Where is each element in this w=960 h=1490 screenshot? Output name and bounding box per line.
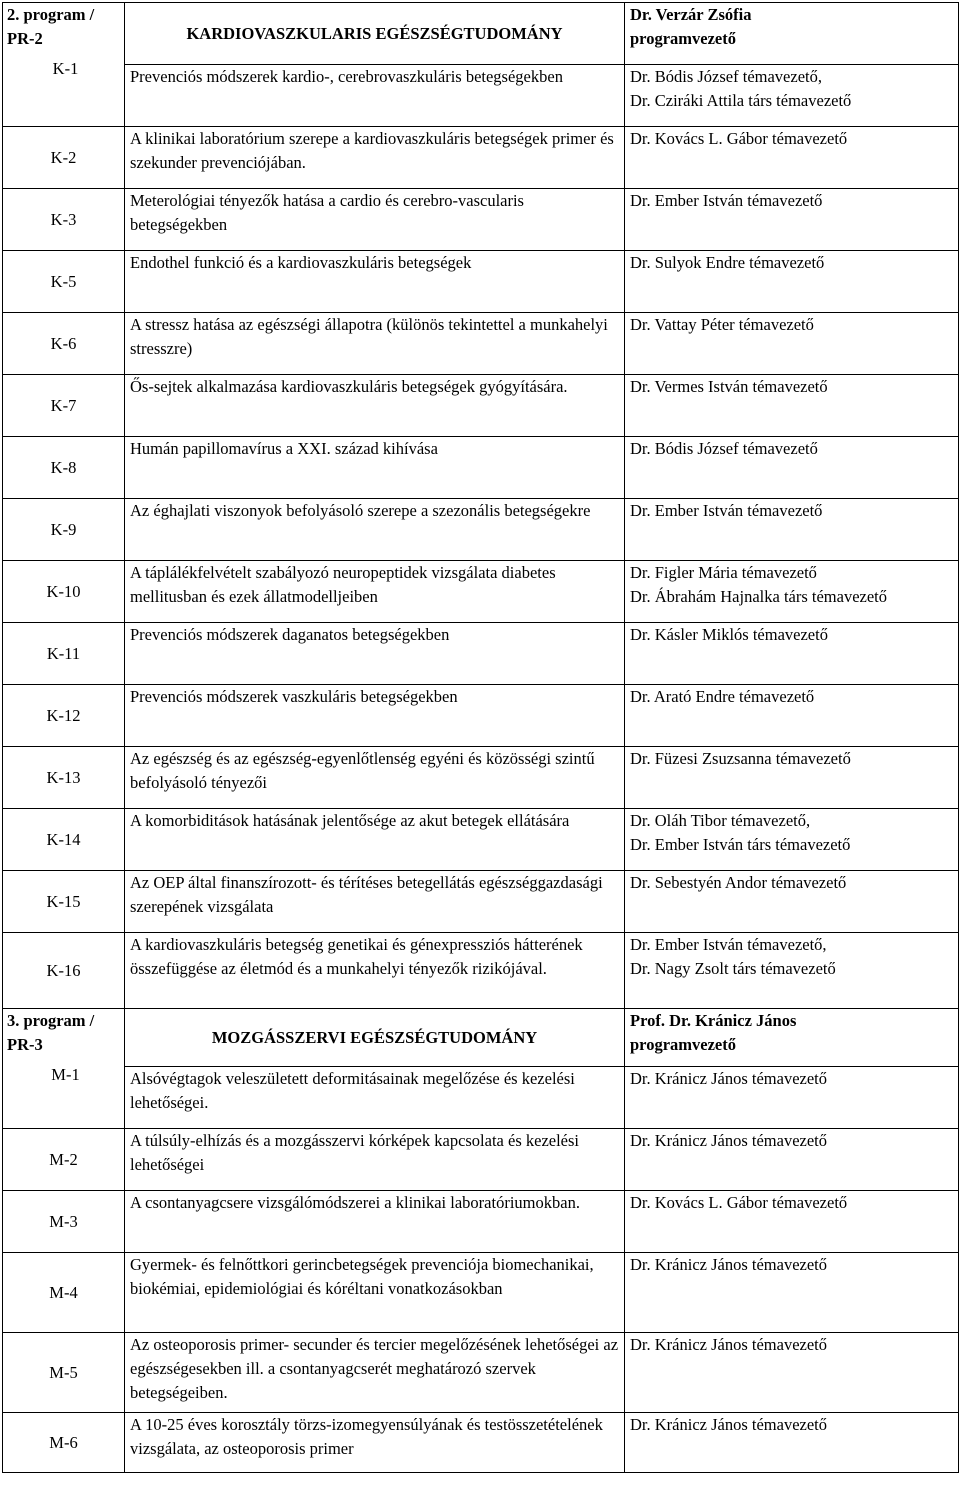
topic-table — [2, 2, 959, 1473]
advisor-line: Dr. Ember István témavezető — [630, 191, 823, 210]
topic-title: Humán papillomavírus a XXI. század kihívása — [125, 437, 625, 499]
advisor-line: Dr. Sebestyén Andor témavezető — [630, 873, 847, 892]
advisor-line: Dr. Kovács L. Gábor témavezető — [630, 129, 848, 148]
table-row — [3, 375, 959, 437]
program-code-cell — [3, 3, 125, 127]
advisor-cell — [625, 809, 959, 871]
table-row — [3, 127, 959, 189]
topic-title: A klinikai laboratórium szerepe a kardiovaszkuláris betegségek primer és szekunder prevenciójában. — [125, 127, 625, 189]
advisor-line: Dr. Vattay Péter témavezető — [630, 315, 814, 334]
table-row — [3, 1253, 959, 1333]
program-code-cell — [3, 1009, 125, 1129]
advisor-line: Dr. Kránicz János témavezető — [630, 1335, 828, 1354]
table-row — [3, 251, 959, 313]
advisor-cell — [625, 685, 959, 747]
program-header-row — [3, 3, 959, 65]
topic-code: K-8 — [3, 437, 125, 499]
program-leader-role: programvezető — [630, 1035, 736, 1054]
advisor-line: Dr. Kránicz János témavezető — [630, 1415, 828, 1434]
advisor-cell — [625, 313, 959, 375]
advisor-cell — [625, 623, 959, 685]
advisor-line: Dr. Ember István témavezető — [630, 501, 823, 520]
table-row — [3, 685, 959, 747]
table-row — [3, 933, 959, 1009]
topic-title: A 10-25 éves korosztály törzs-izomegyensúlyának és testösszetételének vizsgálata, az osteoporosis primer — [125, 1413, 625, 1473]
advisor-cell — [625, 189, 959, 251]
topic-code: K-10 — [3, 561, 125, 623]
topic-title: Prevenciós módszerek vaszkuláris betegségekben — [125, 685, 625, 747]
table-row — [3, 809, 959, 871]
advisor-cell — [625, 65, 959, 127]
program-header-row — [3, 1009, 959, 1067]
advisor-cell — [625, 375, 959, 437]
advisor-line: Dr. Arató Endre témavezető — [630, 687, 815, 706]
topic-code: K-6 — [3, 313, 125, 375]
advisor-cell — [625, 1253, 959, 1333]
topic-code: K-2 — [3, 127, 125, 189]
topic-title: Prevenciós módszerek kardio-, cerebrovaszkuláris betegségekben — [125, 65, 625, 127]
topic-title: A csontanyagcsere vizsgálómódszerei a klinikai laboratóriumokban. — [125, 1191, 625, 1253]
advisor-line: Dr. Kásler Miklós témavezető — [630, 625, 828, 644]
topic-title: Az egészség és az egészség-egyenlőtlenség egyéni és közösségi szintű befolyásoló tényezői — [125, 747, 625, 809]
topic-code: K-16 — [3, 933, 125, 1009]
table-row — [3, 499, 959, 561]
topic-title: Alsóvégtagok veleszületett deformitásainak megelőzése és kezelési lehetőségei. — [125, 1067, 625, 1129]
topic-table-body — [3, 3, 959, 1473]
topic-title: Az osteoporosis primer- secunder és tercier megelőzésének lehetőségei az egészségesekben ill. a csontanyagcserét meghatározó szervek betegségeiben. — [125, 1333, 625, 1413]
topic-code: M-4 — [3, 1253, 125, 1333]
advisor-line: Dr. Kránicz János témavezető — [630, 1069, 828, 1088]
topic-code: M-5 — [3, 1333, 125, 1413]
topic-code: K-9 — [3, 499, 125, 561]
topic-code: M-6 — [3, 1413, 125, 1473]
advisor-line: Dr. Oláh Tibor témavezető, — [630, 811, 811, 830]
advisor-line: Dr. Kránicz János témavezető — [630, 1255, 828, 1274]
table-row — [3, 189, 959, 251]
advisor-cell — [625, 933, 959, 1009]
topic-code: K-12 — [3, 685, 125, 747]
advisor-line: Dr. Ember István társ témavezető — [630, 835, 851, 854]
topic-title: Az éghajlati viszonyok befolyásoló szerepe a szezonális betegségekre — [125, 499, 625, 561]
topic-title: A stressz hatása az egészségi állapotra (különös tekintettel a munkahelyi stresszre) — [125, 313, 625, 375]
advisor-cell — [625, 127, 959, 189]
topic-code: K-7 — [3, 375, 125, 437]
topic-code: K-11 — [3, 623, 125, 685]
topic-code: K-1 — [52, 59, 79, 78]
topic-title: Gyermek- és felnőttkori gerincbetegségek prevenciója biomechanikai, biokémiai, epidemiológiai és kóréltani vonatkozásokban — [125, 1253, 625, 1333]
advisor-line: Dr. Sulyok Endre témavezető — [630, 253, 825, 272]
table-row — [3, 1413, 959, 1473]
program-code-line2: PR-3 — [7, 1035, 43, 1054]
topic-title: Az OEP által finanszírozott- és térítéses betegellátás egészséggazdasági szerepének vizsgálata — [125, 871, 625, 933]
advisor-line: Dr. Cziráki Attila társ témavezető — [630, 91, 852, 110]
advisor-cell — [625, 1067, 959, 1129]
table-row — [3, 871, 959, 933]
topic-title: A kardiovaszkuláris betegség genetikai és génexpressziós hátterének összefüggése az életmód és a munkahelyi tényezők rizikójával. — [125, 933, 625, 1009]
program-leader-name: Prof. Dr. Kránicz János — [630, 1011, 797, 1030]
advisor-line: Dr. Figler Mária témavezető — [630, 563, 817, 582]
topic-code: M-2 — [3, 1129, 125, 1191]
program-leader-name: Dr. Verzár Zsófia — [630, 5, 752, 24]
program-title: KARDIOVASZKULARIS EGÉSZSÉGTUDOMÁNY — [125, 3, 625, 65]
advisor-line: Dr. Kránicz János témavezető — [630, 1131, 828, 1150]
program-code-line1: 2. program / — [7, 5, 95, 24]
topic-title: Ős-sejtek alkalmazása kardiovaszkuláris betegségek gyógyítására. — [125, 375, 625, 437]
topic-code: K-13 — [3, 747, 125, 809]
advisor-line: Dr. Füzesi Zsuzsanna témavezető — [630, 749, 851, 768]
topic-title: A túlsúly-elhízás és a mozgásszervi kórképek kapcsolata és kezelési lehetőségei — [125, 1129, 625, 1191]
program-leader-cell — [625, 3, 959, 65]
advisor-cell — [625, 747, 959, 809]
table-row — [3, 623, 959, 685]
topic-code: M-1 — [51, 1065, 80, 1084]
table-row — [3, 313, 959, 375]
advisor-line: Dr. Ember István témavezető, — [630, 935, 827, 954]
advisor-line: Dr. Bódis József témavezető, — [630, 67, 822, 86]
table-row — [3, 437, 959, 499]
program-title: MOZGÁSSZERVI EGÉSZSÉGTUDOMÁNY — [125, 1009, 625, 1067]
program-code-line1: 3. program / — [7, 1011, 95, 1030]
advisor-line: Dr. Kovács L. Gábor témavezető — [630, 1193, 848, 1212]
advisor-line: Dr. Nagy Zsolt társ témavezető — [630, 959, 836, 978]
program-code-line2: PR-2 — [7, 29, 43, 48]
table-row — [3, 1129, 959, 1191]
topic-code: K-15 — [3, 871, 125, 933]
topic-title: Meterológiai tényezők hatása a cardio és cerebro-vascularis betegségekben — [125, 189, 625, 251]
topic-code: M-3 — [3, 1191, 125, 1253]
topic-title: A komorbiditások hatásának jelentősége az akut betegek ellátására — [125, 809, 625, 871]
advisor-cell — [625, 1333, 959, 1413]
advisor-cell — [625, 1129, 959, 1191]
advisor-cell — [625, 251, 959, 313]
table-row — [3, 1333, 959, 1413]
topic-title: Endothel funkció és a kardiovaszkuláris betegségek — [125, 251, 625, 313]
table-row — [3, 1191, 959, 1253]
program-leader-role: programvezető — [630, 29, 736, 48]
topic-code: K-3 — [3, 189, 125, 251]
topic-code: K-5 — [3, 251, 125, 313]
advisor-cell — [625, 561, 959, 623]
table-row — [3, 561, 959, 623]
table-row — [3, 65, 959, 127]
topic-title: Prevenciós módszerek daganatos betegségekben — [125, 623, 625, 685]
advisor-line: Dr. Vermes István témavezető — [630, 377, 828, 396]
table-row — [3, 1067, 959, 1129]
advisor-cell — [625, 1413, 959, 1473]
advisor-cell — [625, 499, 959, 561]
advisor-line: Dr. Ábrahám Hajnalka társ témavezető — [630, 587, 888, 606]
advisor-cell — [625, 437, 959, 499]
advisor-cell — [625, 871, 959, 933]
table-row — [3, 747, 959, 809]
topic-code: K-14 — [3, 809, 125, 871]
topic-title: A táplálékfelvételt szabályozó neuropeptidek vizsgálata diabetes mellitusban és ezek állatmodelljeiben — [125, 561, 625, 623]
program-leader-cell — [625, 1009, 959, 1067]
advisor-cell — [625, 1191, 959, 1253]
advisor-line: Dr. Bódis József témavezető — [630, 439, 818, 458]
